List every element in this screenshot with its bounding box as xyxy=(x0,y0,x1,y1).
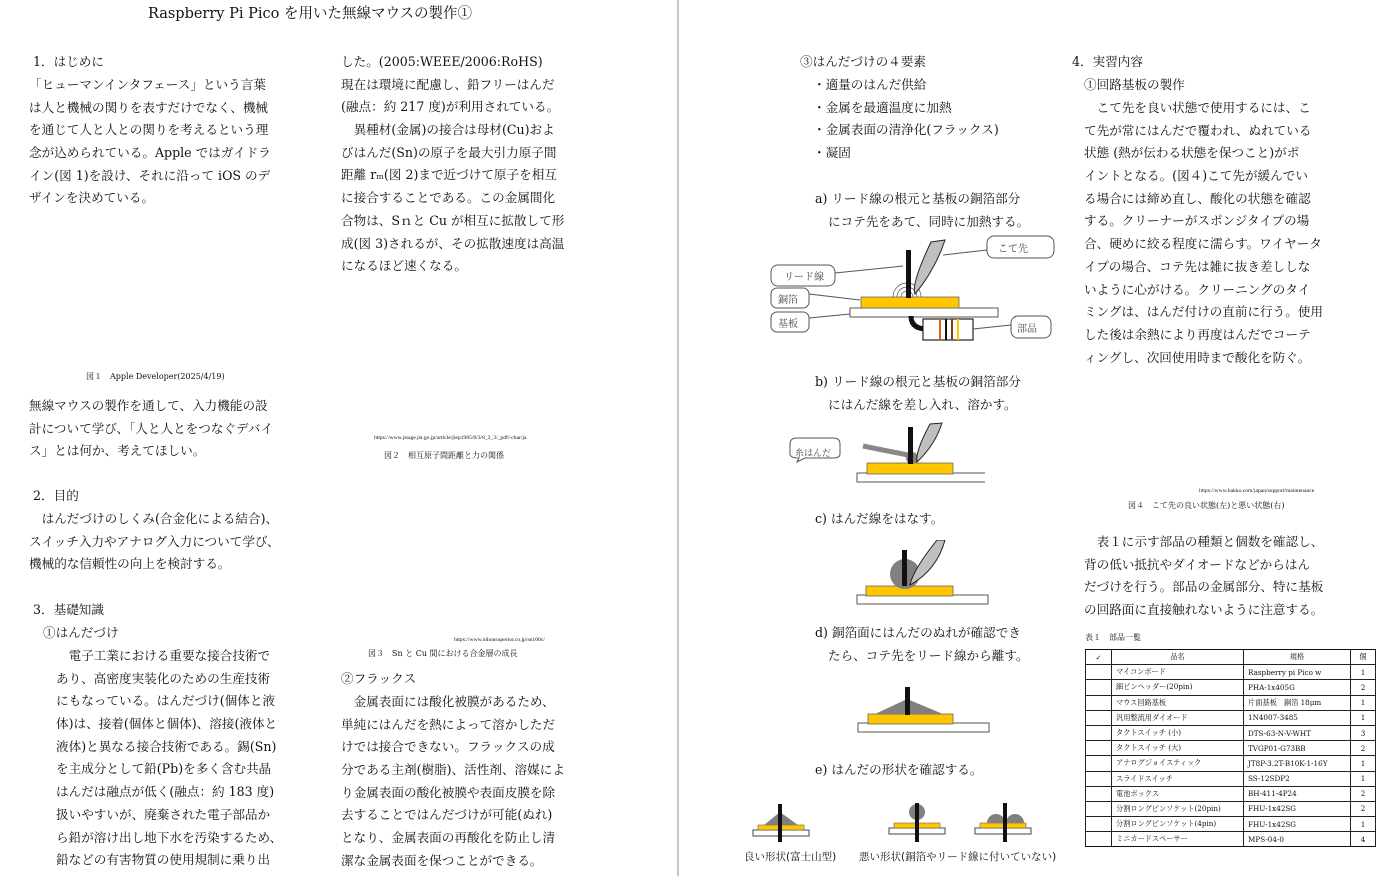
table-row xyxy=(1086,710,1376,725)
text-line: 「ヒューマンインタフェース」という言葉 xyxy=(29,77,266,92)
part-name: 汎用整流用ダイオード xyxy=(1112,710,1244,725)
text-line: 成(図 3)されるが、その拡散速度は高温 xyxy=(341,235,565,251)
part-spec: FHU-1x42SG xyxy=(1244,817,1351,832)
part-name: タクトスイッチ (大) xyxy=(1112,741,1244,756)
text-line: する。クリーナーがスポンジタイプの場 xyxy=(1084,213,1310,229)
text-line: した後は余熱により再度はんだでコーテ xyxy=(1084,326,1311,342)
check-cell[interactable] xyxy=(1086,665,1112,680)
part-name: 細ピンヘッダー(20pin) xyxy=(1112,680,1244,695)
table-row xyxy=(1086,786,1376,801)
text-line: になるほど速くなる。 xyxy=(341,258,467,274)
text-line: d) 銅箔面にはんだのぬれが確認でき xyxy=(815,625,1021,640)
text-line: イプの場合、コテ先は雑に抜き差ししな xyxy=(1084,258,1311,274)
text-line: 表１に示す部品の種類と個数を確認し、 xyxy=(1084,534,1324,549)
step-e-text xyxy=(815,759,983,782)
text-line: 鉛などの有害物質の使用規制に乗り出 xyxy=(56,852,271,868)
part-name: 分割ロングピンソケット(20pin) xyxy=(1112,801,1244,816)
part-name: スライドスイッチ xyxy=(1112,771,1244,786)
check-cell[interactable] xyxy=(1086,832,1112,847)
section-2-heading: 2．目的 xyxy=(33,488,79,503)
label-copper-foil: 銅箔 xyxy=(778,295,798,306)
part-qty: 2 xyxy=(1351,801,1376,816)
table-row xyxy=(1086,771,1376,786)
soldering-elements-list xyxy=(813,74,999,165)
text-line: 無線マウスの製作を通して、入力機能の設 xyxy=(29,398,268,413)
text-line: ミングは、はんだ付けの直前に行う。使用 xyxy=(1084,304,1324,320)
text-line: はんだは融点が低く(融点：約 183 度) xyxy=(56,784,275,800)
soldering-diagram-c xyxy=(855,540,995,605)
part-spec: 1N4007-3485 xyxy=(1244,710,1351,725)
solder-shape-examples xyxy=(750,800,1050,850)
text-line: たら、コテ先をリード線から離す。 xyxy=(828,647,1029,663)
check-cell[interactable] xyxy=(1086,680,1112,695)
text-line: 状態 (熱が伝わる状態を保つこと)がポ xyxy=(1084,145,1300,161)
text-line: 金属表面には酸化被膜があるため、 xyxy=(341,694,555,709)
part-qty: 2 xyxy=(1351,741,1376,756)
soldering-diagram-d xyxy=(855,685,995,745)
part-qty: 1 xyxy=(1351,771,1376,786)
text-line: ィングし、次回使用時まで酸化を防ぐ。 xyxy=(1084,349,1311,365)
part-qty: 1 xyxy=(1351,756,1376,771)
table-header-row xyxy=(1086,650,1376,665)
part-qty: 2 xyxy=(1351,786,1376,801)
flux-text xyxy=(341,691,565,873)
part-name: マウス回路基板 xyxy=(1112,695,1244,710)
figure-3-source-url: https://www.nihonsuperior.co.jp/sn100c/ xyxy=(454,637,545,643)
figure-4-caption: 図４ こて先の良い状態(左)と悪い状態(右) xyxy=(1128,501,1285,510)
page-divider xyxy=(677,0,679,876)
text-line: を通じて人と人との関りを考えるという理 xyxy=(29,122,269,138)
text-line: 扱いやすいが、廃棄された電子部品か xyxy=(56,806,271,822)
part-qty: 3 xyxy=(1351,725,1376,740)
check-cell[interactable] xyxy=(1086,801,1112,816)
text-line: 背の低い抵抗やダイオードなどからはん xyxy=(1084,556,1311,572)
part-qty: 1 xyxy=(1351,665,1376,680)
check-cell[interactable] xyxy=(1086,725,1112,740)
section-2-text xyxy=(29,508,280,576)
bad-shape-label: 悪い形状(銅箔やリード線に付いていない) xyxy=(859,851,1057,863)
part-qty: 1 xyxy=(1351,695,1376,710)
section-4-sub-1-heading: ①回路基板の製作 xyxy=(1084,77,1185,92)
step-b-text xyxy=(815,371,1021,416)
step-d-text xyxy=(815,622,1029,667)
part-qty: 4 xyxy=(1351,832,1376,847)
part-spec: Raspberry pi Pico w xyxy=(1244,665,1351,680)
table-row xyxy=(1086,832,1376,847)
column-2-text xyxy=(341,51,564,278)
check-cell[interactable] xyxy=(1086,710,1112,725)
text-line: 電子工業における重要な接合技術で xyxy=(56,648,271,663)
table-row xyxy=(1086,725,1376,740)
text-line: イン(図 1)を設け、それに沿って iOS のデ xyxy=(29,167,271,183)
section-4-heading: 4．実習内容 xyxy=(1072,54,1143,69)
text-line: ら鉛が溶け出し地下水を汚染するため、 xyxy=(56,829,283,845)
text-line: 体)は、接着(個体と個体)、溶接(液体と xyxy=(56,716,278,732)
text-line: a) リード線の根元と基板の銅箔部分 xyxy=(815,191,1021,206)
part-name: ミニカードスペーサー xyxy=(1112,832,1244,847)
text-line: 計について学び、「人と人とをつなぐデバイ xyxy=(29,420,274,436)
text-line: こて先を良い状態で使用するには、こ xyxy=(1084,100,1311,115)
table-intro-text xyxy=(1084,531,1323,622)
text-line: あり、高密度実装化のための生産技術 xyxy=(56,670,271,686)
text-line: 現在は環境に配慮し、鉛フリーはんだ xyxy=(341,76,555,92)
text-line: びはんだ(Sn)の原子を最大引力原子間 xyxy=(341,144,557,160)
text-line: はんだづけのしくみ(合金化による結合)、 xyxy=(29,511,279,526)
text-line: り金属表面の酸化被膜や表面皮膜を除 xyxy=(341,784,556,800)
part-spec: 片面基板 銅箔 18μm xyxy=(1244,695,1351,710)
header-check: ✓ xyxy=(1086,650,1112,665)
text-line: 合物は、Sｎと Cu が相互に拡散して形 xyxy=(341,212,565,228)
label-iron-tip: こて先 xyxy=(998,244,1028,255)
part-spec: PHA-1x405G xyxy=(1244,680,1351,695)
part-spec: DTS-63-N-V-WHT xyxy=(1244,725,1351,740)
text-line: の回路面に直接触れないように注意する。 xyxy=(1084,602,1324,618)
figure-4-source-url: https://www.hakko.com/japan/support/maintenance xyxy=(1199,488,1315,494)
text-line: けでは接合できない。フラックスの成 xyxy=(341,739,555,755)
section-1-text xyxy=(29,74,271,210)
text-line: となり、金属表面の再酸化を防止し清 xyxy=(341,830,556,846)
figure-1-caption: 図１ Apple Developer(2025/4/19) xyxy=(86,372,225,381)
text-line: (融点：約 217 度)が利用されている。 xyxy=(341,99,560,115)
text-line: イントとなる。(図４)こて先が緩んでい xyxy=(1084,168,1308,184)
part-spec: MPS-04-0 xyxy=(1244,832,1351,847)
text-line: 合、硬めに絞る程度に濡らす。ワイヤータ xyxy=(1084,236,1322,252)
text-line: 異種材(金属)の接合は母材(Cu)およ xyxy=(341,122,555,138)
text-line: した。(2005:WEEE/2006:RoHS) xyxy=(341,54,543,69)
section-3-sub-2-heading: ②フラックス xyxy=(341,671,417,686)
text-line: 念が込められている。Apple ではガイドラ xyxy=(29,145,271,161)
text-line: にもなっている。はんだづけ(個体と液 xyxy=(56,693,276,709)
table-row xyxy=(1086,817,1376,832)
check-cell[interactable] xyxy=(1086,817,1112,832)
text-line: 液体)と異なる接合技術である。錫(Sn) xyxy=(56,738,277,754)
label-part: 部品 xyxy=(1017,324,1037,335)
text-line: て先が常にはんだで覆われ、ぬれている xyxy=(1084,122,1312,138)
section-3-sub-1-heading: ①はんだづけ xyxy=(43,625,119,640)
text-line: いように心がける。クリーニングのタイ xyxy=(1084,281,1311,297)
section-1-closing-text xyxy=(29,395,273,463)
section-3-sub-3-heading: ③はんだづけの４要素 xyxy=(800,54,926,69)
parts-table xyxy=(1085,649,1376,847)
table-row xyxy=(1086,665,1376,680)
part-spec: FHU-1x42SG xyxy=(1244,801,1351,816)
header-spec: 規格 xyxy=(1244,650,1351,665)
text-line: スイッチ入力やアナログ入力について学び、 xyxy=(29,533,280,549)
section-3-heading: 3．基礎知識 xyxy=(33,602,104,617)
list-item: ・金属を最適温度に加熱 xyxy=(813,99,952,115)
text-line: 潔な金属表面を保つことができる。 xyxy=(341,852,543,868)
label-board: 基板 xyxy=(778,319,798,330)
table-1-caption: 表１ 部品一覧 xyxy=(1085,633,1141,642)
text-line: る場合には締め直し、酸化の状態を確認 xyxy=(1084,190,1311,206)
good-shape-label: 良い形状(富士山型) xyxy=(744,851,837,863)
figure-3-caption: 図３ Sn と Cu 間における合金層の成長 xyxy=(368,649,518,658)
text-line: だづけを行う。部品の金属部分、特に基板 xyxy=(1084,579,1324,595)
check-cell[interactable] xyxy=(1086,771,1112,786)
table-row xyxy=(1086,680,1376,695)
text-line: 単純にはんだを熱によって溶かしただ xyxy=(341,716,556,732)
text-line: c) はんだ線をはなす。 xyxy=(815,511,944,526)
check-cell[interactable] xyxy=(1086,741,1112,756)
list-item: ・凝固 xyxy=(813,145,851,161)
text-line: ス」とは何か、考えてほしい。 xyxy=(29,443,206,459)
part-name: マイコンボード xyxy=(1112,665,1244,680)
part-name: タクトスイッチ (小) xyxy=(1112,725,1244,740)
text-line: b) リード線の根元と基板の銅箔部分 xyxy=(815,374,1021,389)
step-c-text xyxy=(815,508,943,531)
text-line: にはんだ線を差し入れ、溶かす。 xyxy=(828,396,1017,412)
text-line: 分である主剤(樹脂)、活性剤、溶媒によ xyxy=(341,762,565,778)
section-4-text xyxy=(1084,97,1323,369)
part-qty: 2 xyxy=(1351,680,1376,695)
label-solder-wire: 糸はんだ xyxy=(795,449,832,459)
document-title: Raspberry Pi Pico を用いた無線マウスの製作① xyxy=(147,6,473,22)
part-spec: SS-12SDP2 xyxy=(1244,771,1351,786)
header-name: 品名 xyxy=(1112,650,1244,665)
list-item: ・金属表面の清浄化(フラックス) xyxy=(813,122,999,138)
part-qty: 1 xyxy=(1351,710,1376,725)
text-line: 去することではんだづけが可能(ぬれ) xyxy=(341,807,553,823)
table-row xyxy=(1086,741,1376,756)
text-line: を主成分として鉛(Pb)を多く含む共晶 xyxy=(56,761,272,777)
text-line: ザインを決めている。 xyxy=(29,190,155,206)
table-row xyxy=(1086,695,1376,710)
part-name: 分割ロングピンソケット(4pin) xyxy=(1112,817,1244,832)
part-spec: TVGP01-G73BB xyxy=(1244,741,1351,756)
header-qty: 個 xyxy=(1351,650,1376,665)
list-item: ・適量のはんだ供給 xyxy=(813,77,927,92)
figure-2-source-url: https://www.jstage.jst.go.jp/article/jiep1985/8/3/8_3_3/_pdf/-char/ja xyxy=(374,435,527,441)
check-cell[interactable] xyxy=(1086,756,1112,771)
text-line: に接合することである。この金属間化 xyxy=(341,190,556,206)
label-lead-wire: リード線 xyxy=(784,272,824,283)
table-row xyxy=(1086,756,1376,771)
text-line: は人と機械の関りを表すだけでなく、機械 xyxy=(29,99,269,115)
figure-2-caption: 図２ 相互原子間距離と力の関係 xyxy=(384,451,504,460)
section-3-soldering-text xyxy=(56,645,282,872)
check-cell[interactable] xyxy=(1086,786,1112,801)
text-line: e) はんだの形状を確認する。 xyxy=(815,762,983,777)
check-cell[interactable] xyxy=(1086,695,1112,710)
text-line: 距離 rₘ(図 2)まで近づけて原子を相互 xyxy=(341,167,557,183)
part-name: 電池ボックス xyxy=(1112,786,1244,801)
table-row xyxy=(1086,801,1376,816)
text-line: にコテ先をあて、同時に加熱する。 xyxy=(828,213,1030,229)
part-qty: 1 xyxy=(1351,817,1376,832)
part-spec: BH-411-4P24 xyxy=(1244,786,1351,801)
text-line: 機械的な信頼性の向上を検討する。 xyxy=(29,556,231,572)
part-spec: JT8P-3.2T-B10K-1-16Y xyxy=(1244,756,1351,771)
part-name: アナログジョイスティック xyxy=(1112,756,1244,771)
step-a-text xyxy=(815,188,1029,233)
section-1-heading: 1．はじめに xyxy=(33,54,104,69)
